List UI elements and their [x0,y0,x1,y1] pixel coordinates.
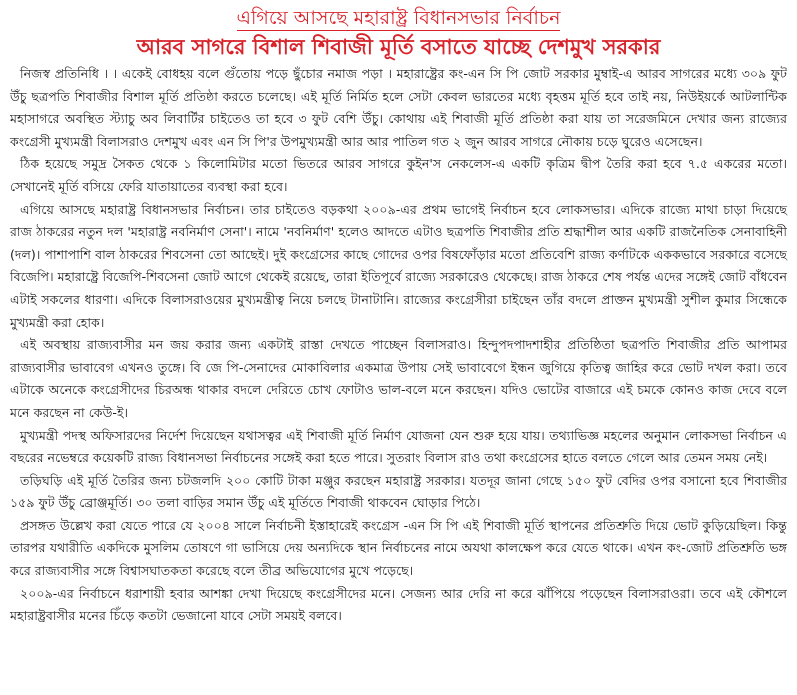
article-paragraph: ২০০৯-এর নির্বাচনে ধরাশায়ী হবার আশঙ্কা দেখা দিয়েছে কংগ্রেসীদের মনে। সেজন্য আর দেরি না করে ঝাঁপিয়ে পড়েছেন বিলাসরাওরা। তবে এই কৌশলে মহারাষ্ট্রবাসীর মনের চিঁড়ে কতটা ভেজানো যাবে সেটা সময়ই বলবে। [10,585,787,624]
article-paragraph: এই অবস্থায় রাজ্যবাসীর মন জয় করার জন্য একটাই রাস্তা দেখতে পাচ্ছেন বিলাসরাও। হিন্দুপদপাদশাহীর প্রতিষ্ঠিতা ছত্রপতি শিবাজীর প্রতি আপামর রাজ্যবাসীর ভাবাবেগ এখনও তুঙ্গে। বি জে পি-সেনাদের মোকাবিলার একমাত্র উপায় সেই ভাবাবেগে ইন্ধন জুগিয়ে কৃতিত্ব জাহির করে ভোট দখল করা। তবে এটাকে অনেকে কংগ্রেসীদের চিরঅন্ধ থাকার বদলে দেরিতে চোখ ফোটাও ভাল-বলে মনে করছেন। যদিও ভোটের বাজারে এই চমকে কোনও কাজ দেবে বলে মনে করছেন না কেউ-ই। [10,337,787,420]
article-paragraph: ঠিক হয়েছে সমুদ্র সৈকত থেকে ১ কিলোমিটার মতো ভিতরে আরব সাগরে কুইন'স নেকলেস-এ একটি কৃত্রিম দ্বীপ তৈরি করা হবে ৭.৫ একরের মতো। সেখানেই মূর্তি বসিয়ে ফেরি যাতায়াতের ব্যবস্থা করা হবে। [10,156,787,194]
article-paragraph: তড়িঘড়ি এই মূর্তি তৈরির জন্য চটজলদি ২০০ কোটি টাকা মঞ্জুর করছেন মহারাষ্ট্র সরকার। যতদূর জানা গেছে ১৫০ ফুট বেদির ওপর বসানো হবে শিবাজীর ১৫৯ ফুট উঁচু ব্রোঞ্জমূর্তি। ৩০ তলা বাড়ির সমান উঁচু এই মূর্তিতে শিবাজী থাকবেন ঘোড়ার পিঠে। [10,472,787,511]
article-body [10,63,787,628]
article-paragraph: নিজস্ব প্রতিনিধি । । একেই বোধহয় বলে গুঁতোয় পড়ে ছুঁচোর নমাজ পড়া । মহারাষ্ট্রের কং-এন সি পি জোট সরকার মুম্বাই-এ আরব সাগরের মধ্যে ৩০৯ ফুট উঁচু ছত্রপতি শিবাজীর বিশাল মূর্তি প্রতিষ্ঠা করতে চলেছে। এই মূর্তি নির্মিত হলে সেটা কেবল ভারতের মধ্যে বৃহত্তম মূর্তি হবে তাই নয়, নিউইয়র্কে আটলান্টিক মহাসাগরে অবস্থিত স্ট্যাচু অব লিবার্টির চাইতেও তা হবে ৩ ফুট বেশি উঁচু। কোথায় এই শিবাজী মূর্তি প্রতিষ্ঠা করা যায় তা সরেজমিনে দেখার জন্য রাজ্যের কংগ্রেসী মুখ্যমন্ত্রী বিলাসরাও দেশমুখ এবং এন সি পি'র উপমুখ্যমন্ত্রী আর আর পাতিল গত ২ জুন আরব সাগরে নৌকায় চড়ে ঘুরেও এসেছেন। [10,66,787,149]
article-paragraph: এগিয়ে আসছে মহারাষ্ট্র বিধানসভার নির্বাচন। তার চাইতেও বড়কথা ২০০৯-এর প্রথম ভাগেই নির্বাচন হবে লোকসভার। এদিকে রাজ্যে মাথা চাড়া দিয়েছে রাজ ঠাকরের নতুন দল 'মহারাষ্ট্র নবনির্মাণ সেনা'। নামে 'নবনির্মাণ' হলেও আদতে এটাও ছত্রপতি শিবাজীর প্রতি শ্রদ্ধাশীল আর একটি রাজনৈতিক সেনাবাহিনী (দল)। পাশাপাশি বাল ঠাকরের শিবসেনা তো আছেই। দুই কংগ্রেসের কাছে গোদের ওপর বিষফোঁড়ার মতো প্রতিবেশি রাজ্য কর্ণাটকে এককভাবে সরকারে বসেছে বিজেপি। মহারাষ্ট্রে বিজেপি-শিবসেনা জোট আগে থেকেই রয়েছে, তারা ইতিপূর্বে রাজ্যে সরকারেও থেকেছে। রাজ ঠাকরে শেষ পর্যন্ত এদের সঙ্গেই জোট বাঁধবেন এটাই সকলের ধারণা। এদিকে বিলাসরাওয়ের মুখ্যমন্ত্রীত্ব নিয়ে চলছে টানাটানি। রাজ্যের কংগ্রেসীরা চাইছেন তাঁর বদলে প্রাক্তন মুখ্যমন্ত্রী সুশীল কুমার সিন্ধেকে মুখ্যমন্ত্রী করা হোক। [10,201,788,330]
main-headline: আরব সাগরে বিশাল শিবাজী মূর্তি বসাতে যাচ্ছে দেশমুখ সরকার [136,35,661,59]
article-paragraph: প্রসঙ্গত উল্লেখ করা যেতে পারে যে ২০০৪ সালে নির্বাচনী ইস্তাহারেই কংগ্রেস -এন সি পি এই শিবাজী মূর্তি স্থাপনের প্রতিশ্রুতি দিয়ে ভোট কুড়িয়েছিল। কিন্তু তারপর যথারীতি একদিকে মুসলিম তোষণে গা ভাসিয়ে দেয় অন্যদিকে স্থান নির্বাচনের নামে অযথা কালক্ষেপ করে যেতে থাকে। এখন কং-জোট প্রতিশ্রুতি ভঙ্গ করে রাজ্যবাসীর সঙ্গে বিশ্বাসঘাতকতা করেছে বলে তীব্র অভিযোগের মুখে পড়েছে। [10,517,787,579]
kicker-headline: এগিয়ে আসছে মহারাষ্ট্র বিধানসভার নির্বাচন [236,7,561,29]
article-paragraph: মুখ্যমন্ত্রী পদস্থ অফিসারদের নির্দেশ দিয়েছেন যথাসত্বর এই শিবাজী মূর্তি নির্মাণ যোজনা যেন শুরু হয়ে যায়। তথ্যাভিজ্ঞ মহলের অনুমান লোকসভা নির্বাচন এ বছরের নভেম্বরে কয়েকটি রাজ্য বিধানসভা নির্বাচনের সঙ্গেই করা হতে পারে। সুতরাং বিলাস রাও তথা কংগ্রেসের হাতে বলতে গেলে আর তেমন সময় নেই। [10,427,787,466]
